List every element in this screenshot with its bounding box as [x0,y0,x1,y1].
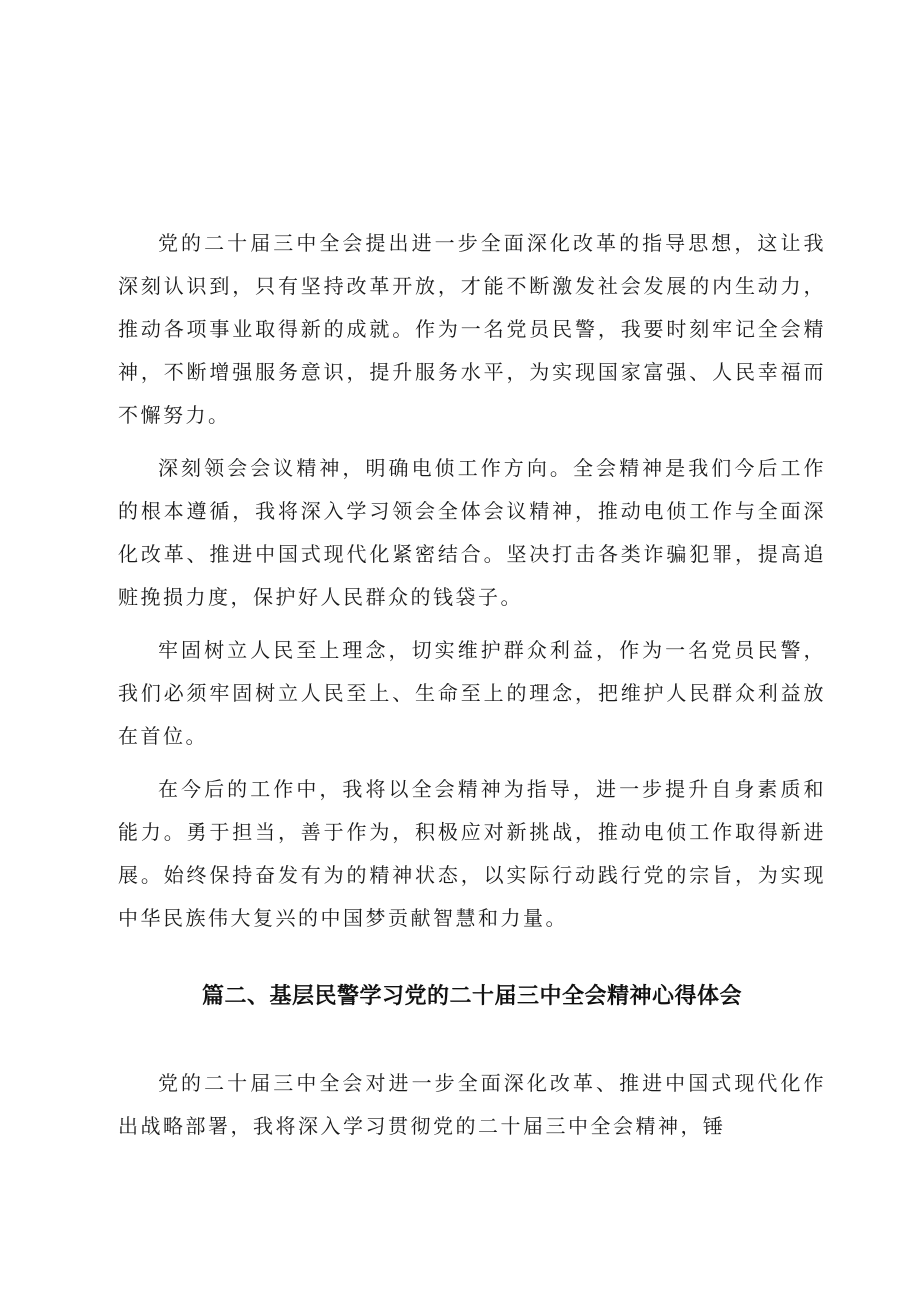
paragraph: 深刻领会会议精神，明确电侦工作方向。全会精神是我们今后工作的根本遵循，我将深入学习领会全体会议精神，推动电侦工作与全面深化改革、推进中国式现代化紧密结合。坚决打击各类诈骗犯罪，提高追赃挽损力度，保护好人民群众的钱袋子。 [118,456,826,609]
document-body [118,222,826,1158]
paragraph: 党的二十届三中全会对进一步全面深化改革、推进中国式现代化作出战略部署，我将深入学习贯彻党的二十届三中全会精神，锤 [118,1071,826,1138]
section-heading: 篇二、基层民警学习党的二十届三中全会精神心得体会 [201,984,742,1009]
paragraph: 在今后的工作中，我将以全会精神为指导，进一步提升自身素质和能力。勇于担当，善于作为，积极应对新挑战，推动电侦工作取得新进展。始终保持奋发有为的精神状态，以实际行动践行党的宗旨，为实现中华民族伟大复兴的中国梦贡献智慧和力量。 [118,777,826,930]
paragraph: 党的二十届三中全会提出进一步全面深化改革的指导思想，这让我深刻认识到，只有坚持改革开放，才能不断激发社会发展的内生动力，推动各项事业取得新的成就。作为一名党员民警，我要时刻牢记全会精神，不断增强服务意识，提升服务水平，为实现国家富强、人民幸福而不懈努力。 [118,231,826,427]
paragraph: 牢固树立人民至上理念，切实维护群众利益，作为一名党员民警，我们必须牢固树立人民至上、生命至上的理念，把维护人民群众利益放在首位。 [118,638,826,748]
